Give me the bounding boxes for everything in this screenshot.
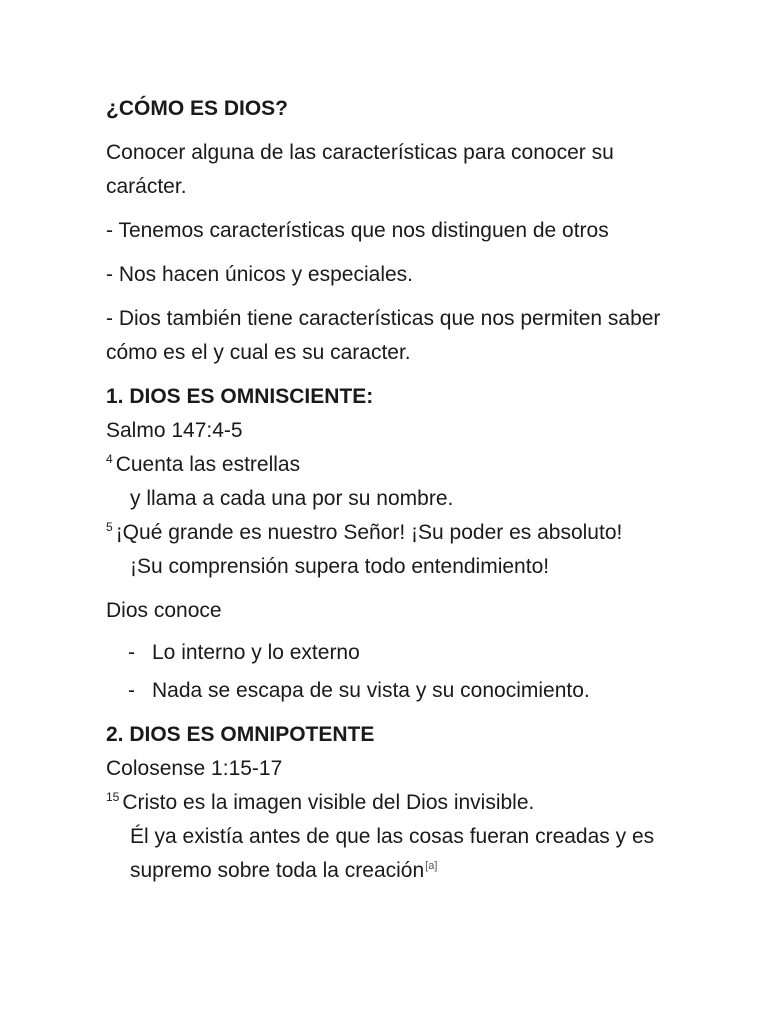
list-item xyxy=(128,674,666,708)
intro-point: - Nos hacen únicos y especiales. xyxy=(106,263,413,286)
verse-line xyxy=(106,448,666,482)
scripture-reference: Colosense 1:15-17 xyxy=(106,757,283,780)
verse-text: y llama a cada una por su nombre. xyxy=(130,487,454,510)
dash-bullet: - xyxy=(128,641,135,664)
verse-line xyxy=(106,516,666,550)
verse-text: Cuenta las estrellas xyxy=(115,453,301,476)
list-item xyxy=(128,636,666,670)
document-title: ¿CÓMO ES DIOS? xyxy=(106,97,289,120)
verse-number: 4 xyxy=(106,452,113,466)
knows-label: Dios conoce xyxy=(106,599,222,622)
scripture-reference: Salmo 147:4-5 xyxy=(106,419,243,442)
verse-line xyxy=(106,482,666,516)
section-heading-omnipotente: 2. DIOS ES OMNIPOTENTE xyxy=(106,723,375,746)
verse-line xyxy=(106,820,666,888)
list-item-text: Lo interno y lo externo xyxy=(152,641,360,664)
verse-text: ¡Su comprensión supera todo entendimiento! xyxy=(130,555,550,578)
verse-text: ¡Qué grande es nuestro Señor! ¡Su poder es absoluto! xyxy=(115,521,623,544)
verse-line xyxy=(106,786,666,820)
knows-list xyxy=(106,636,666,708)
verse-line xyxy=(106,550,666,584)
section-heading-omnisciente: 1. DIOS ES OMNISCIENTE: xyxy=(106,385,374,408)
verse-text: Él ya existía antes de que las cosas fueran creadas y es supremo sobre toda la creación xyxy=(130,825,655,882)
document-page xyxy=(106,92,666,888)
dash-bullet: - xyxy=(128,679,135,702)
verse-number: 5 xyxy=(106,520,113,534)
intro-paragraph: Conocer alguna de las características para conocer su carácter. xyxy=(106,141,614,198)
spacer xyxy=(106,584,666,594)
intro-point: - Dios también tiene características que nos permiten saber cómo es el y cual es su caracter. xyxy=(106,307,661,364)
verse-text: Cristo es la imagen visible del Dios invisible. xyxy=(122,791,535,814)
footnote-link[interactable]: [a] xyxy=(425,860,438,872)
list-item-text: Nada se escapa de su vista y su conocimiento. xyxy=(152,679,590,702)
verse-number: 15 xyxy=(106,790,120,804)
intro-point: - Tenemos características que nos distinguen de otros xyxy=(106,219,609,242)
